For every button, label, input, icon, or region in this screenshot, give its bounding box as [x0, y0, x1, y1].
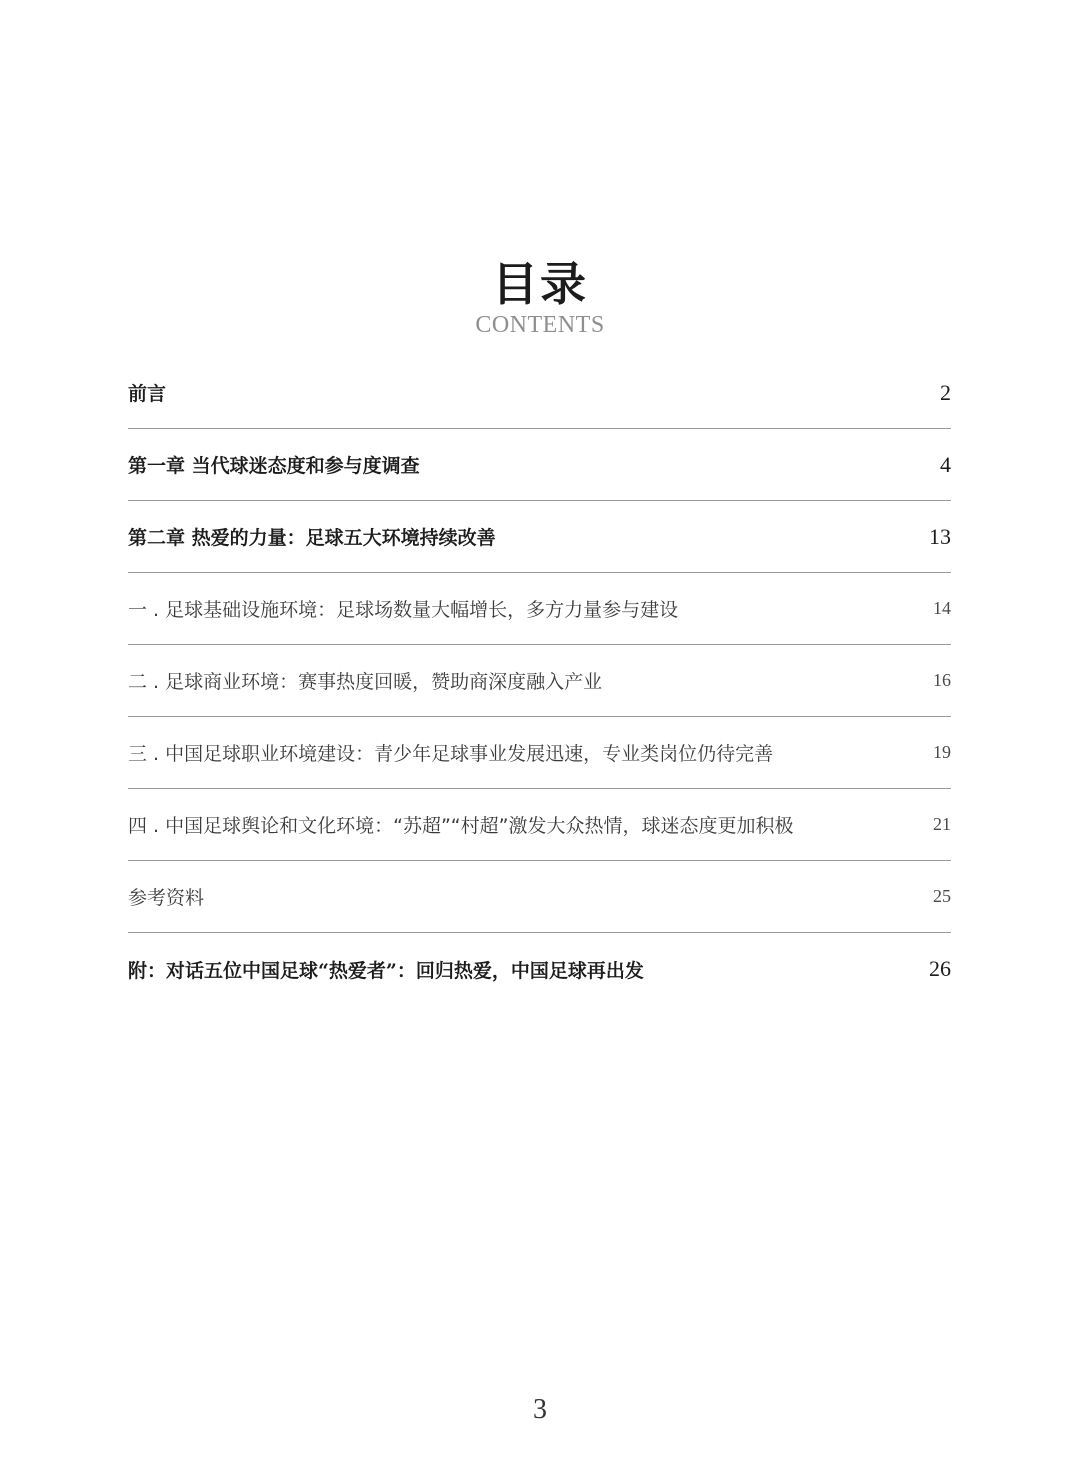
toc-entry-page: 4 — [940, 451, 951, 477]
toc-entry-page: 25 — [933, 886, 951, 906]
toc-entry-section-3[interactable] — [128, 717, 951, 789]
toc-entry-chapter-2[interactable] — [128, 501, 951, 573]
toc-entry-page: 13 — [929, 523, 951, 549]
toc-entry-label: 附：对话五位中国足球“热爱者”：回归热爱，中国足球再出发 — [128, 959, 644, 982]
toc-entry-section-4[interactable] — [128, 789, 951, 861]
toc-entry-label: 第一章 当代球迷态度和参与度调查 — [128, 455, 420, 477]
toc-entry-page: 19 — [933, 742, 951, 762]
toc-entry-label: 二 . 足球商业环境：赛事热度回暖，赞助商深度融入产业 — [128, 671, 603, 693]
toc-entry-section-2[interactable] — [128, 645, 951, 717]
toc-entry-page: 14 — [933, 598, 951, 618]
toc-entry-label: 四 . 中国足球舆论和文化环境：“苏超”“村超”激发大众热情，球迷态度更加积极 — [128, 815, 794, 837]
toc-entry-page: 21 — [933, 814, 951, 834]
toc-entry-page: 26 — [929, 956, 951, 981]
toc-entry-label: 一 . 足球基础设施环境：足球场数量大幅增长，多方力量参与建设 — [128, 599, 679, 621]
page-title: 目录 — [492, 257, 588, 311]
page-number: 3 — [533, 1394, 547, 1425]
toc-entry-preface[interactable] — [128, 357, 951, 429]
toc-entry-label: 前言 — [128, 383, 167, 405]
toc-entry-page: 16 — [933, 670, 951, 690]
toc-entry-page: 2 — [940, 379, 951, 405]
toc-entry-appendix[interactable] — [128, 933, 951, 1005]
toc-entry-label: 参考资料 — [128, 887, 205, 909]
table-of-contents — [128, 357, 951, 1005]
toc-entry-label: 三 . 中国足球职业环境建设：青少年足球事业发展迅速，专业类岗位仍待完善 — [128, 743, 774, 765]
page-subtitle: CONTENTS — [475, 312, 605, 338]
toc-entry-chapter-1[interactable] — [128, 429, 951, 501]
toc-entry-references[interactable] — [128, 861, 951, 933]
toc-entry-label: 第二章 热爱的力量：足球五大环境持续改善 — [128, 527, 496, 549]
toc-entry-section-1[interactable] — [128, 573, 951, 645]
